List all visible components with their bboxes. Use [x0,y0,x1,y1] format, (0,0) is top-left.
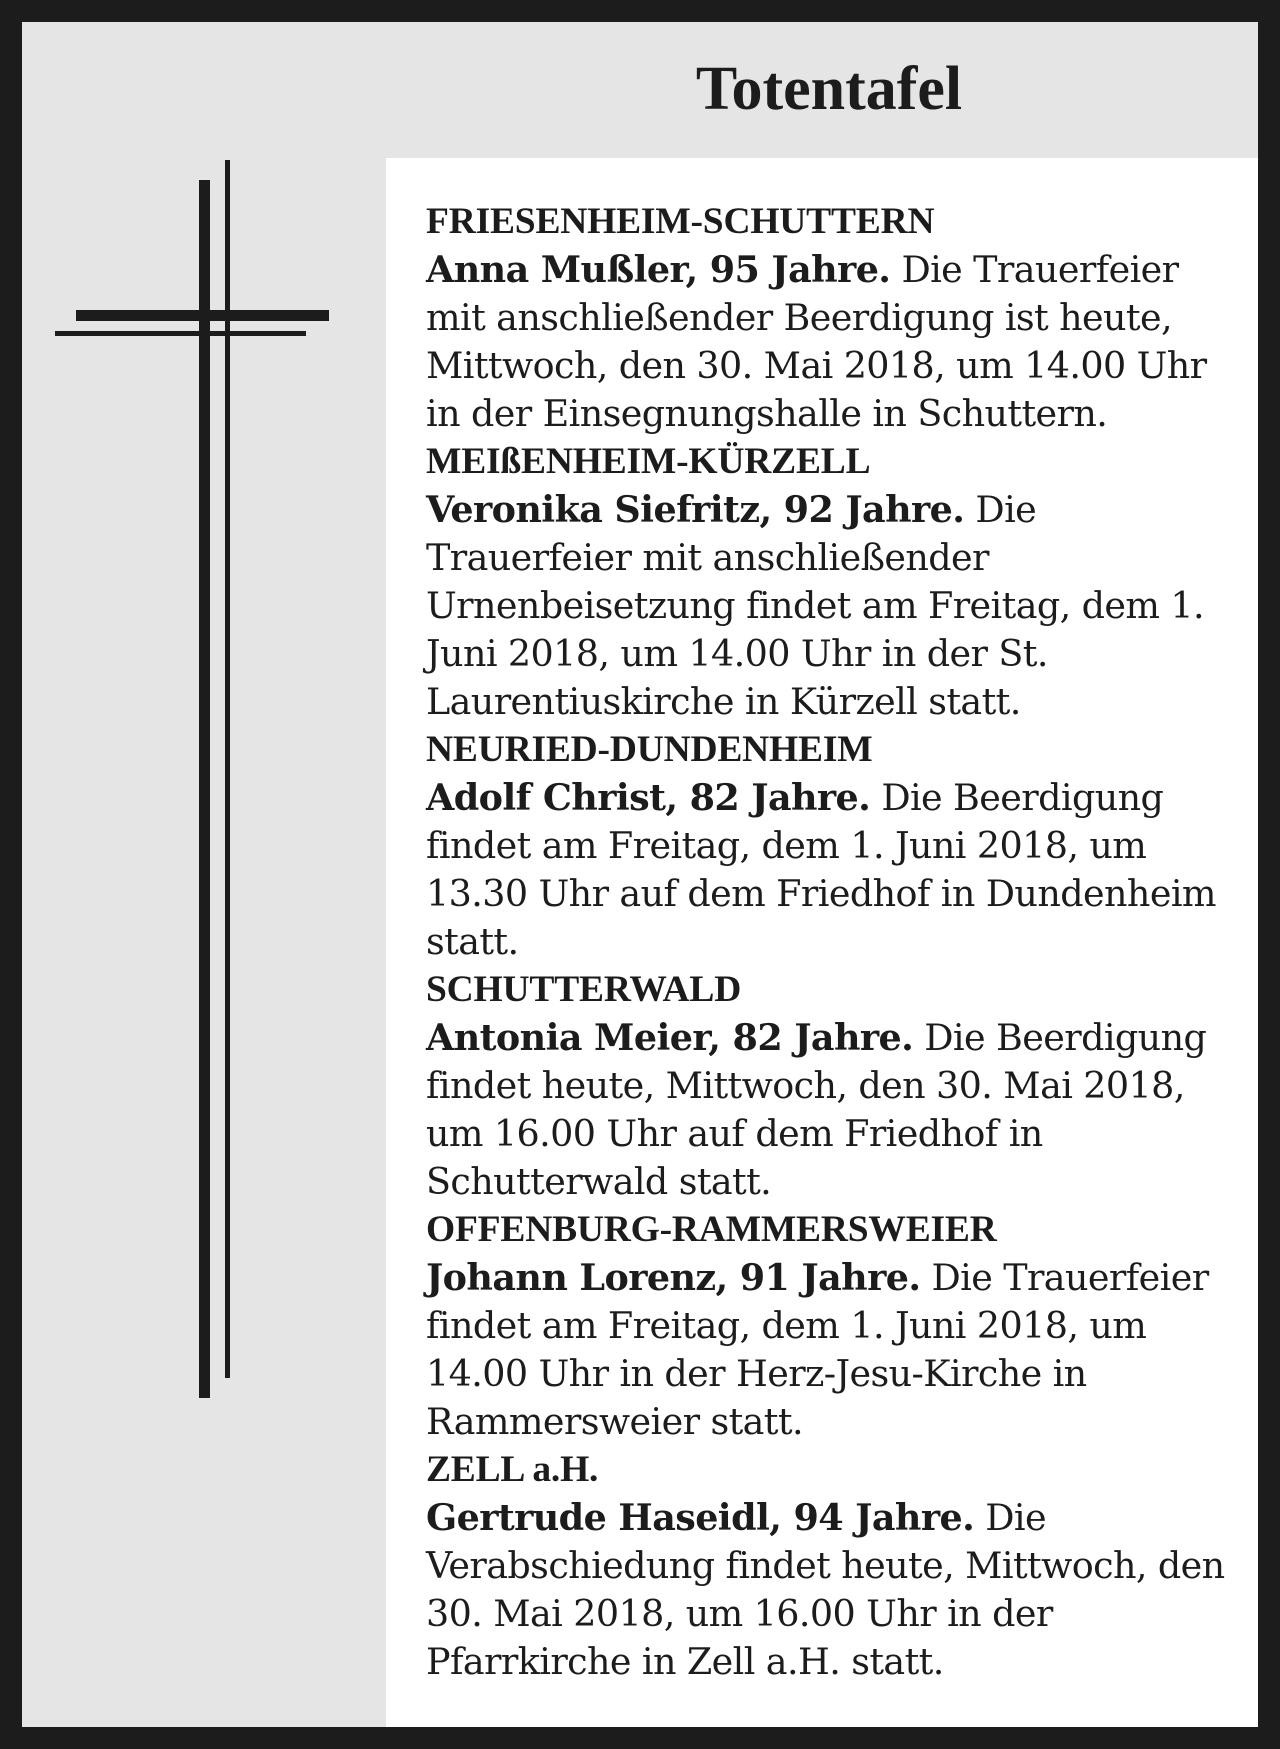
entry-text: Die Beerdigung findet heute, Mittwoch, den 30. Mai 2018, um 16.00 Uhr auf dem Friedhof in Schutterwald statt. [426,1016,1207,1203]
cross-horizontal-thick [76,310,329,321]
obituary-entry [426,1446,1248,1686]
entry-place: SCHUTTERWALD [426,969,742,1010]
entry-name: Anna Mußler, 95 Jahre. [426,248,891,291]
entry-text: Die Trauerfeier mit anschließender Urnenbeisetzung findet am Freitag, dem 1. Juni 2018, um 14.00 Uhr in der St. Laurentiuskirche in Kürzell statt. [426,488,1205,723]
obituary-entry [426,438,1248,726]
cross-vertical-thick [199,180,210,1398]
entry-place: OFFENBURG-RAMMERSWEIER [426,1209,997,1250]
entry-place: NEURIED-DUNDENHEIM [426,729,873,770]
entry-name: Antonia Meier, 82 Jahre. [426,1016,914,1059]
entry-text: Die Verabschiedung findet heute, Mittwoch, den 30. Mai 2018, um 16.00 Uhr in der Pfarrkirche in Zell a.H. statt. [426,1496,1225,1683]
entry-text: Die Trauerfeier findet am Freitag, dem 1. Juni 2018, um 14.00 Uhr in der Herz-Jesu-Kirche in Rammersweier statt. [426,1256,1209,1443]
obituary-board [22,22,1258,1727]
entry-place: MEIßENHEIM-KÜRZELL [426,441,871,482]
entry-body [426,1254,1248,1446]
entry-body [426,486,1248,726]
cross-horizontal-thin [55,331,306,336]
entry-text: Die Beerdigung findet am Freitag, dem 1. Juni 2018, um 13.30 Uhr auf dem Friedhof in Dundenheim statt. [426,776,1216,963]
cross-vertical-thin [225,160,230,1378]
entry-body [426,246,1248,438]
entry-body [426,774,1248,966]
entry-name: Johann Lorenz, 91 Jahre. [426,1256,921,1299]
entry-name: Gertrude Haseidl, 94 Jahre. [426,1496,975,1539]
page-title: Totentafel [695,55,963,123]
entry-name: Adolf Christ, 82 Jahre. [426,776,871,819]
entry-place: ZELL a.H. [426,1449,599,1490]
obituary-entry [426,198,1248,438]
obituary-entry [426,726,1248,966]
obituary-list [386,158,1258,1727]
obituary-entry [426,1206,1248,1446]
entry-body [426,1494,1248,1686]
entry-name: Veronika Siefritz, 92 Jahre. [426,488,965,531]
entry-body [426,1014,1248,1206]
obituary-entry [426,966,1248,1206]
cross-icon [22,22,372,1422]
entry-place: FRIESENHEIM-SCHUTTERN [426,201,935,242]
entry-text: Die Trauerfeier mit anschließender Beerdigung ist heute, Mittwoch, den 30. Mai 2018, um 14.00 Uhr in der Einsegnungshalle in Schuttern. [426,248,1207,435]
